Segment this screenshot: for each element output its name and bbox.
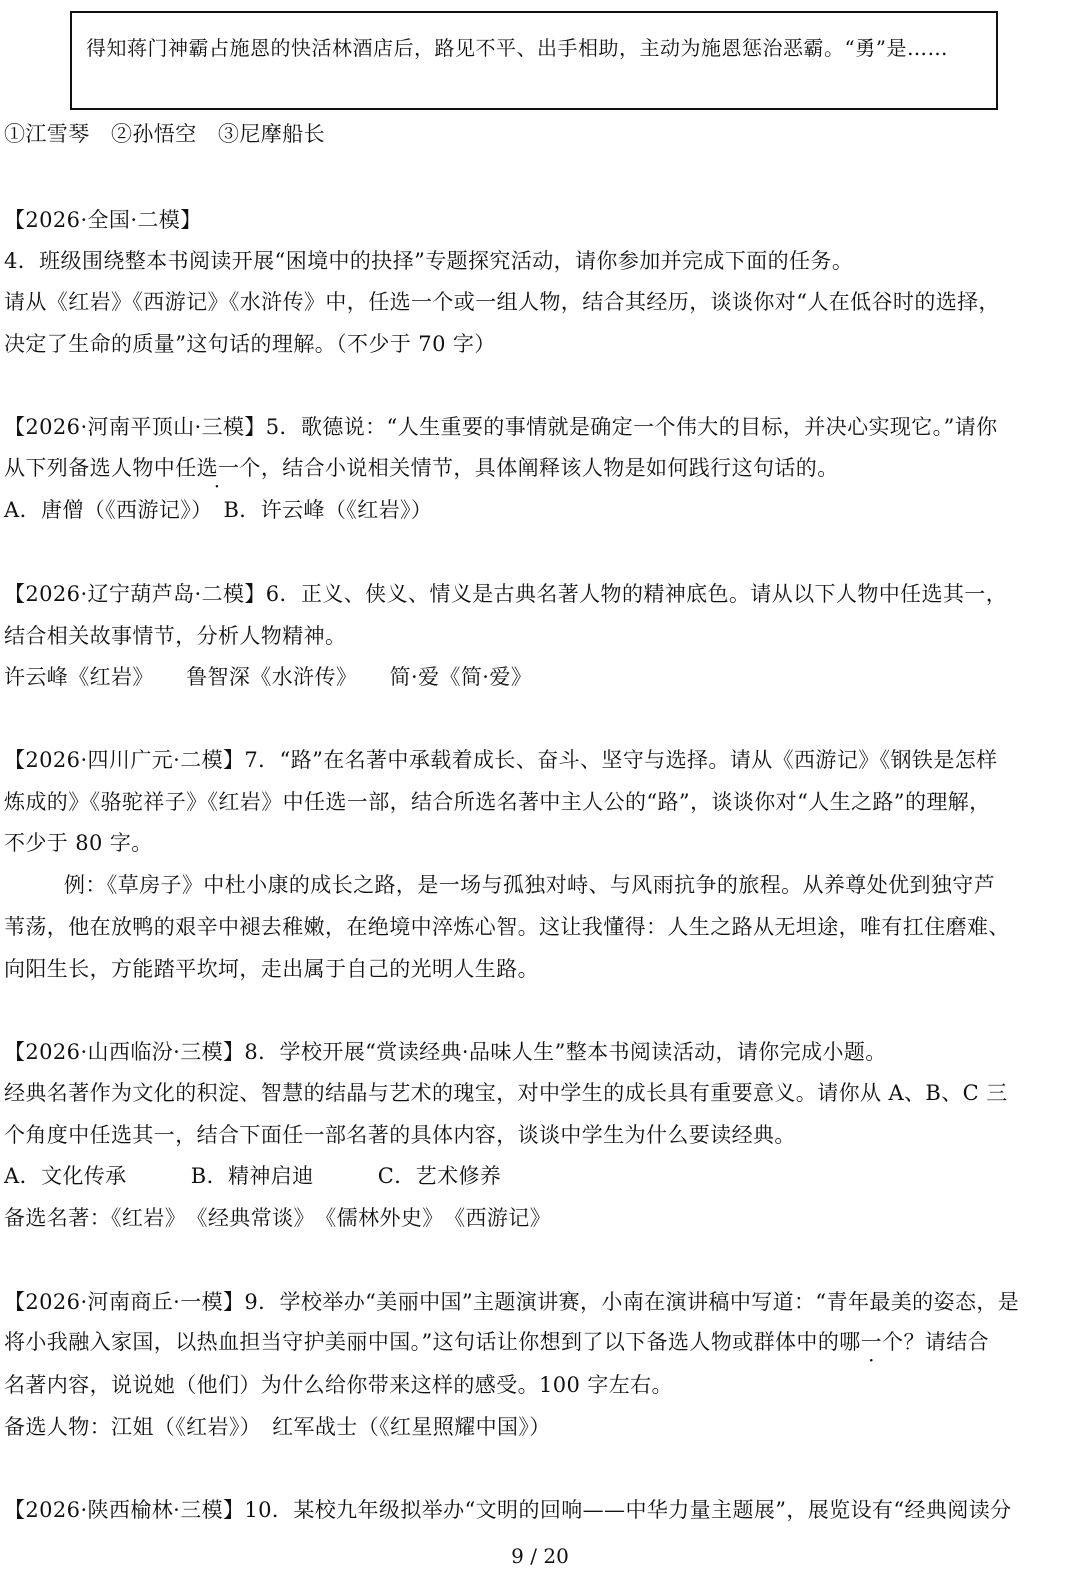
question-4-stem: 4．班级围绕整本书阅读开展“困境中的抉择”专题探究活动，请你参加并完成下面的任务。 [4,249,854,273]
example-paragraph-line-2: 苇荡，他在放鸭的艰辛中褪去稚嫩，在绝境中淬炼心智。这让我懂得：人生之路从无坦途，唯有扛住磨难、 [4,915,1010,939]
question-8-line-3: 个角度中任选其一，结合下面任一部名著的具体内容，谈谈中学生为什么要读经典。 [4,1123,796,1147]
question-9-line-2 [4,1326,989,1356]
question-5-text-a: 从下列备选人物中 [4,456,176,480]
emphasis-dotted-text: 哪一个 [839,1330,904,1354]
question-9-text-c: ？请结合 [903,1330,990,1354]
question-6-options: 许云峰《红岩》 鲁智深《水浒传》 简·爱《简·爱》 [4,665,533,689]
source-header-q4: 【2026·全国·二模】 [4,208,202,232]
question-7-stem: 【2026·四川广元·二模】7．“路”在名著中承载着成长、奋斗、坚守与选择。请从《西游记》《钢铁是怎样 [4,748,998,772]
question-7-line-3: 不少于 80 字。 [4,831,153,855]
example-paragraph-line-1: 例：《草房子》中杜小康的成长之路，是一场与孤独对峙、与风雨抗争的旅程。从养尊处优到独守芦 [64,873,996,897]
quoted-passage-text: 得知蒋门神霸占施恩的快活林酒店后，路见不平、出手相助，主动为施恩惩治恶霸。“勇”是…… [86,36,948,60]
question-4-line-2: 请从《红岩》《西游记》《水浒传》中，任选一个或一组人物，结合其经历，谈谈你对“人在低谷时的选择， [4,290,1000,314]
question-6-line-2: 结合相关故事情节，分析人物精神。 [4,624,347,648]
question-9-text-a: 将小我融入家国，以热血担当守护美丽中国。”这句话让你想到了以下备选人物或群体中的 [4,1330,840,1354]
quoted-passage-box [70,11,998,110]
question-8-line-2: 经典名著作为文化的积淀、智慧的结晶与艺术的瑰宝，对中学生的成长具有重要意义。请你从 A、B、C 三 [4,1081,1008,1105]
options-line: ①江雪琴 ②孙悟空 ③尼摩船长 [4,122,325,146]
question-8-options: A．文化传承 B．精神启迪 C．艺术修养 [4,1164,502,1188]
example-paragraph-line-3: 向阳生长，方能踏平坎坷，走出属于自己的光明人生路。 [4,957,539,981]
question-5-options: A．唐僧（《西游记》） B．许云峰（《红岩》） [4,498,433,522]
question-9-line-3: 名著内容，说说她（他们）为什么给你带来这样的感受。100 字左右。 [4,1373,673,1397]
question-5-text-c: ，结合小说相关情节，具体阐释该人物是如何践行这句话的。 [260,456,839,480]
question-8-books: 备选名著：《红岩》 《经典常谈》 《儒林外史》 《西游记》 [4,1206,552,1230]
question-4-line-3: 决定了生命的质量”这句话的理解。（不少于 70 字） [4,332,496,356]
page-number: 9 / 20 [511,1544,569,1568]
emphasis-dotted-text: 任选一个 [175,456,261,480]
question-10-stem: 【2026·陕西榆林·三模】10．某校九年级拟举办“文明的回响——中华力量主题展”，展览设有“经典阅读分 [4,1498,1012,1522]
question-6-stem: 【2026·辽宁葫芦岛·二模】6．正义、侠义、情义是古典名著人物的精神底色。请从以下人物中任选其一， [4,582,1008,606]
question-7-line-2: 炼成的》《骆驼祥子》《红岩》中任选一部，结合所选名著中主人公的“路”，谈谈你对“人生之路”的理解， [4,790,991,814]
question-9-stem: 【2026·河南商丘·一模】9．学校举办“美丽中国”主题演讲赛，小南在演讲稿中写道：“青年最美的姿态，是 [4,1290,1020,1314]
question-9-options: 备选人物：江姐（《红岩》） 红军战士（《红星照耀中国》） [4,1415,551,1439]
question-8-stem: 【2026·山西临汾·三模】8．学校开展“赏读经典·品味人生”整本书阅读活动，请你完成小题。 [4,1040,887,1064]
question-5-line-2 [4,452,839,482]
question-5-stem: 【2026·河南平顶山·三模】5．歌德说：“人生重要的事情就是确定一个伟大的目标，并决心实现它。”请你 [4,415,998,439]
